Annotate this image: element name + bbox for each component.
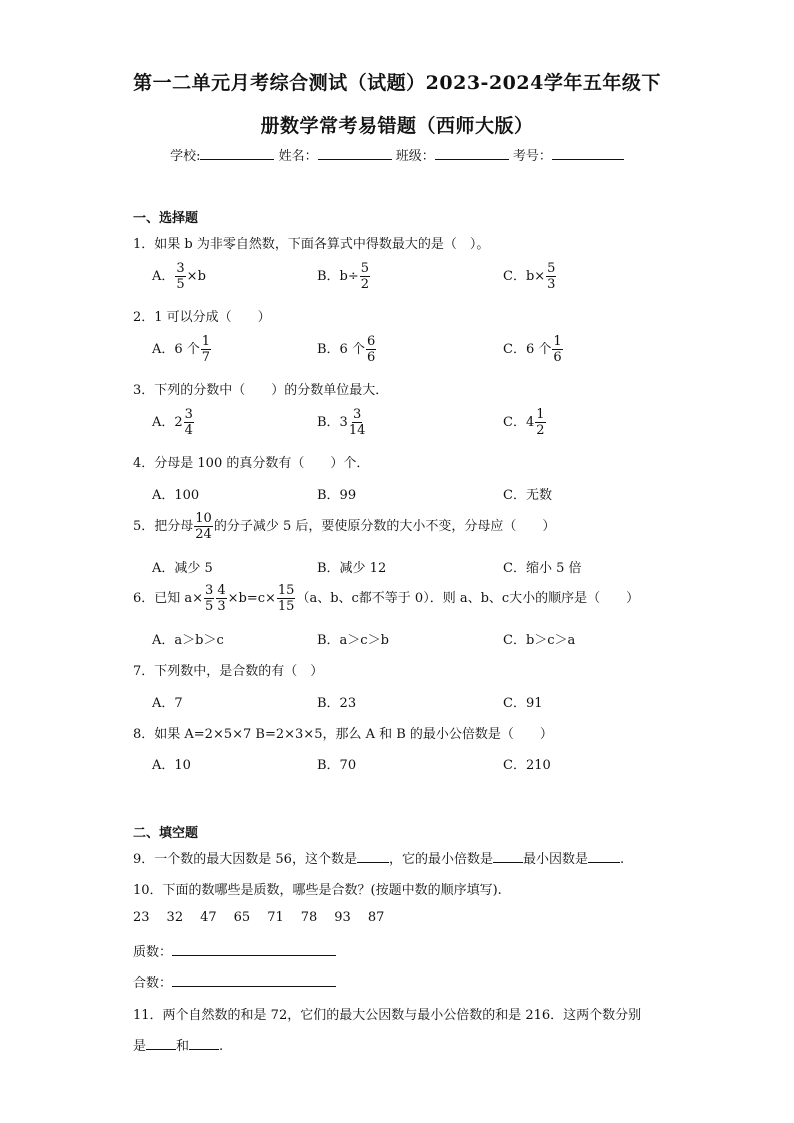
fraction: $\frac{3}{4}$ bbox=[184, 407, 193, 438]
answer-blank[interactable] bbox=[146, 1037, 176, 1050]
school-field[interactable] bbox=[200, 147, 274, 160]
name-field[interactable] bbox=[318, 147, 392, 160]
question-7-option-b[interactable]: B．23 bbox=[317, 696, 357, 711]
fraction: $\frac{3}{5}$ bbox=[176, 261, 185, 292]
question-8-option-b[interactable]: B．70 bbox=[317, 758, 357, 773]
fraction: $\frac{4}{3}$ bbox=[217, 583, 226, 614]
question-6-option-c[interactable]: C．b＞c＞a bbox=[503, 633, 576, 648]
question-10-stem: 10．下面的数哪些是质数，哪些是合数？(按题中数的顺序填写). bbox=[133, 883, 502, 898]
question-11-line1: 11．两个自然数的和是 72，它们的最大公因数与最小公倍数的和是 216．这两个数分别 bbox=[133, 1008, 642, 1023]
number-label: 考号： bbox=[512, 149, 552, 164]
answer-blank[interactable] bbox=[189, 1037, 219, 1050]
question-3-option-c[interactable]: C．4 $\frac{1}{2}$ bbox=[503, 407, 545, 438]
fraction: $\frac{5}{2}$ bbox=[360, 261, 370, 292]
question-2-stem: 2．1 可以分成（ ） bbox=[133, 310, 271, 325]
fraction: $\frac{10}{24}$ bbox=[195, 511, 212, 542]
fraction: $\frac{1}{7}$ bbox=[201, 334, 211, 365]
question-1-option-c[interactable]: C．b× $\frac{5}{3}$ bbox=[503, 261, 556, 292]
section-choice-title: 一、选择题 bbox=[133, 211, 199, 226]
number-item: 78 bbox=[300, 910, 318, 925]
number-item: 65 bbox=[233, 910, 251, 925]
question-6-option-b[interactable]: B．a＞c＞b bbox=[317, 633, 389, 648]
page-title-line2: 册数学常考易错题（西师大版） bbox=[260, 115, 534, 137]
fraction: $\frac{5}{3}$ bbox=[547, 261, 556, 292]
number-item: 47 bbox=[200, 910, 217, 925]
answer-blank[interactable] bbox=[357, 850, 389, 863]
answer-blank[interactable] bbox=[588, 850, 620, 863]
section-fill-title: 二、填空题 bbox=[133, 826, 199, 841]
fraction: $\frac{3}{5}$ bbox=[205, 583, 214, 614]
number-item: 32 bbox=[166, 910, 184, 925]
fraction: $\frac{1}{6}$ bbox=[553, 334, 562, 365]
question-5-option-a[interactable]: A．减少 5 bbox=[152, 561, 213, 576]
question-3-option-b[interactable]: B．3 $\frac{3}{14}$ bbox=[317, 407, 366, 438]
question-4-option-c[interactable]: C．无数 bbox=[503, 488, 552, 503]
question-5-option-b[interactable]: B．减少 12 bbox=[317, 561, 387, 576]
question-7-stem: 7．下列数中，是合数的有（ ） bbox=[133, 664, 324, 679]
question-1-option-b[interactable]: B．b÷ $\frac{5}{2}$ bbox=[317, 261, 370, 292]
question-7-option-c[interactable]: C．91 bbox=[503, 696, 543, 711]
class-label: 班级： bbox=[395, 149, 435, 164]
question-5-stem: 5．把分母 $\frac{10}{24}$ 的分子减少 5 后，要使原分数的大小不变，分母应（ ） bbox=[133, 511, 556, 542]
question-3-stem: 3．下列的分数中（ ）的分数单位最大． bbox=[133, 383, 389, 398]
question-2-option-c[interactable]: C．6 个 $\frac{1}{6}$ bbox=[503, 334, 562, 365]
question-8-option-c[interactable]: C．210 bbox=[503, 758, 551, 773]
question-4-option-a[interactable]: A．100 bbox=[152, 488, 200, 503]
prime-answer-blank[interactable] bbox=[172, 943, 336, 956]
name-label: 姓名： bbox=[278, 149, 318, 164]
question-2-option-b[interactable]: B．6 个 $\frac{6}{6}$ bbox=[317, 334, 376, 365]
question-7-option-a[interactable]: A．7 bbox=[152, 696, 183, 711]
question-6-option-a[interactable]: A．a＞b＞c bbox=[152, 633, 224, 648]
question-6-stem: 6．已知 a× $\frac{3}{5}$ $\frac{4}{3}$ ×b=c× $\frac{15}{15}$ （a、b、c都不等于 0）．则 a、b、c大小的顺序是（ ） bbox=[133, 583, 640, 614]
question-8-stem: 8．如果 A=2×5×7 B=2×3×5，那么 A 和 B 的最小公倍数是（ ） bbox=[133, 727, 553, 742]
question-2-option-a[interactable]: A．6 个 $\frac{1}{7}$ bbox=[152, 334, 211, 365]
number-item: 71 bbox=[267, 910, 284, 925]
question-10-prime-row: 质数： bbox=[133, 941, 336, 960]
question-4-stem: 4．分母是 100 的真分数有（ ）个． bbox=[133, 456, 370, 471]
question-5-option-c[interactable]: C．缩小 5 倍 bbox=[503, 561, 582, 576]
question-10-composite-row: 合数： bbox=[133, 972, 336, 991]
number-item: 87 bbox=[367, 910, 385, 925]
question-10-number-list bbox=[133, 910, 401, 925]
fraction: $\frac{15}{15}$ bbox=[277, 583, 295, 614]
question-3-option-a[interactable]: A．2 $\frac{3}{4}$ bbox=[152, 407, 193, 438]
number-field[interactable] bbox=[552, 147, 624, 160]
page-title-line1: 第一二单元月考综合测试（试题）2023-2024学年五年级下 bbox=[133, 72, 661, 94]
answer-blank[interactable] bbox=[493, 850, 523, 863]
school-label: 学校: bbox=[170, 149, 201, 164]
question-8-option-a[interactable]: A．10 bbox=[152, 758, 191, 773]
question-1-option-a[interactable]: A． $\frac{3}{5}$ ×b bbox=[152, 261, 206, 292]
question-4-option-b[interactable]: B．99 bbox=[317, 488, 357, 503]
question-1-stem: 1．如果 b 为非零自然数，下面各算式中得数最大的是（ ）。 bbox=[133, 237, 490, 252]
question-9: 9．一个数的最大因数是 56，这个数是 ，它的最小倍数是 最小因数是 . bbox=[133, 852, 625, 867]
composite-answer-blank[interactable] bbox=[172, 974, 336, 987]
class-field[interactable] bbox=[435, 147, 509, 160]
number-item: 23 bbox=[133, 910, 150, 925]
student-info-row bbox=[0, 145, 794, 164]
fraction: $\frac{1}{2}$ bbox=[536, 407, 545, 438]
number-item: 93 bbox=[334, 910, 351, 925]
fraction: $\frac{3}{14}$ bbox=[348, 407, 366, 438]
question-11-line2: 是 和 . bbox=[133, 1039, 224, 1054]
fraction: $\frac{6}{6}$ bbox=[366, 334, 376, 365]
